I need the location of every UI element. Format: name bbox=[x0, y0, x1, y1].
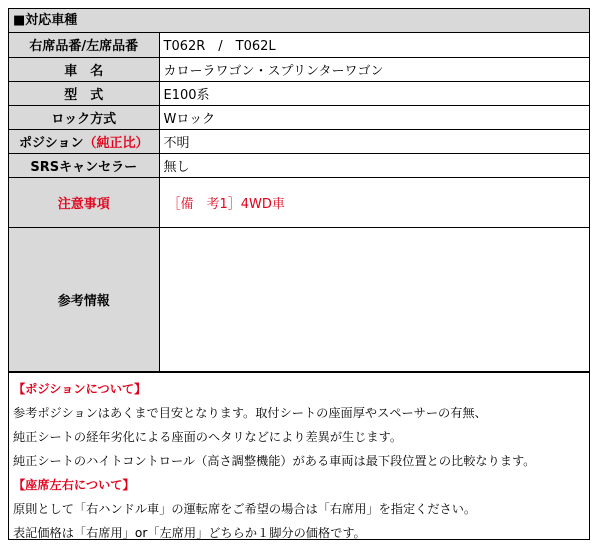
table-row bbox=[9, 227, 589, 371]
spec-table bbox=[9, 33, 589, 372]
position-label bbox=[9, 129, 159, 153]
reference-value bbox=[159, 227, 589, 371]
table-row bbox=[9, 153, 589, 177]
car-name-label: 車 名 bbox=[9, 57, 159, 81]
table-row bbox=[9, 33, 589, 57]
model-value: E100系 bbox=[159, 81, 589, 105]
table-row bbox=[9, 105, 589, 129]
note-line: 純正シートの経年劣化による座面のヘタリなどにより差異が生じます。 bbox=[13, 429, 403, 444]
section-title: ■対応車種 bbox=[9, 9, 589, 33]
note-line: 参考ポジションはあくまで目安となります。取付シートの座面厚やスペーサーの有無、 bbox=[13, 405, 487, 420]
reference-label: 参考情報 bbox=[9, 227, 159, 371]
lock-type-value: Wロック bbox=[159, 105, 589, 129]
position-label-note: （純正比） bbox=[83, 135, 149, 151]
srs-label: SRSキャンセラー bbox=[9, 153, 159, 177]
table-row bbox=[9, 81, 589, 105]
table-row bbox=[9, 177, 589, 227]
lock-type-label: ロック方式 bbox=[9, 105, 159, 129]
caution-label: 注意事項 bbox=[9, 177, 159, 227]
table-row bbox=[9, 57, 589, 81]
table-row bbox=[9, 129, 589, 153]
srs-value: 無し bbox=[159, 153, 589, 177]
car-name-value: カローラワゴン・スプリンターワゴン bbox=[159, 57, 589, 81]
part-number-value: T062R / T062L bbox=[159, 33, 589, 57]
note-line: 純正シートのハイトコントロール（高さ調整機能）がある車両は最下段位置との比較なります。 bbox=[13, 453, 536, 468]
part-number-label: 右席品番/左席品番 bbox=[9, 33, 159, 57]
position-label-text: ポジション bbox=[19, 135, 84, 151]
caution-value: ［備 考1］4WD車 bbox=[159, 177, 589, 227]
position-value: 不明 bbox=[159, 129, 589, 153]
note-line: 表記価格は「右席用」or「左席用」どちらか１脚分の価格です。 bbox=[13, 525, 366, 540]
notes-section bbox=[9, 372, 589, 545]
note-line: 原則として「右ハンドル車」の運転席をご希望の場合は「右席用」を指定ください。 bbox=[13, 501, 477, 516]
seat-side-notes-heading: 【座席左右について】 bbox=[13, 477, 135, 492]
model-label: 型 式 bbox=[9, 81, 159, 105]
position-notes-heading: 【ポジションについて】 bbox=[13, 381, 147, 396]
compatibility-sheet bbox=[8, 8, 590, 540]
